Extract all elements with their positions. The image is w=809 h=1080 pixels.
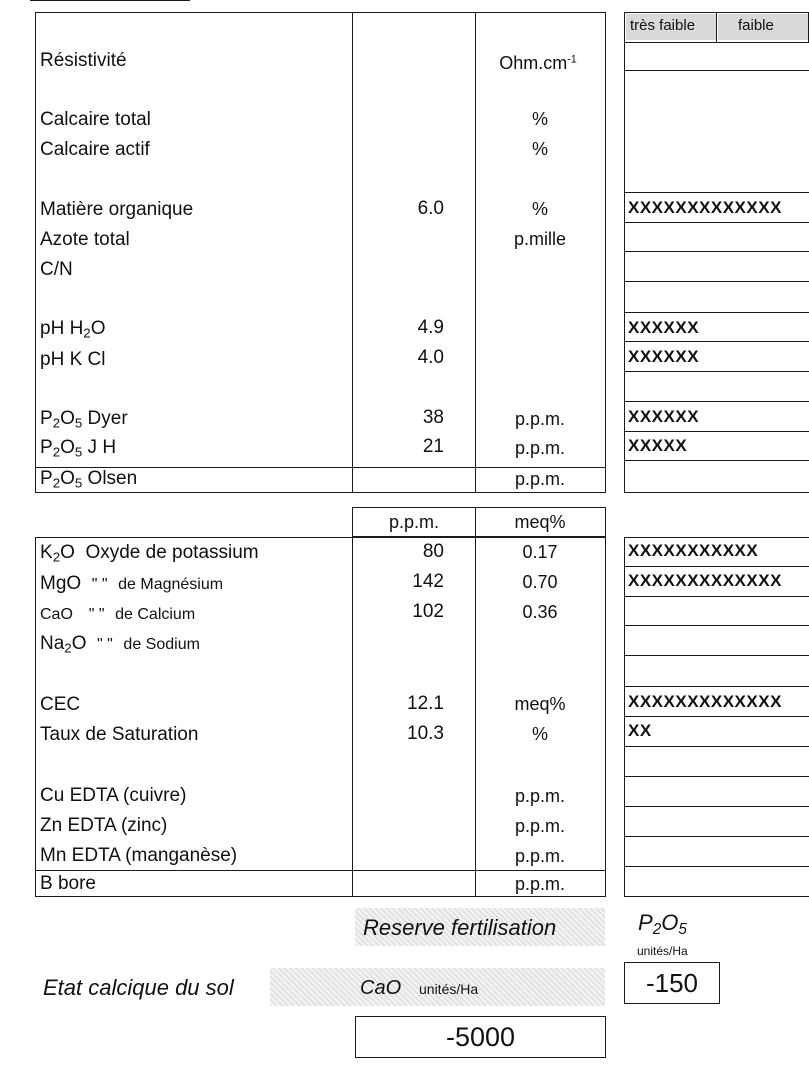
row-divider	[624, 281, 809, 282]
row-divider	[624, 431, 809, 432]
bar-taux-saturation: XX	[628, 721, 652, 740]
value-mgo-ppm: 142	[412, 571, 444, 592]
label-cec: CEC	[40, 694, 81, 715]
bar-p2o5-jh: XXXXX	[628, 436, 688, 455]
label-k2o: $K_2O$ Oxyde de potassium	[40, 542, 259, 565]
unit-p2o5-jh: p.p.m.	[514, 438, 566, 458]
col-divider	[716, 12, 717, 42]
label-calcaire-total: Calcaire total	[40, 109, 151, 130]
value-p2o5-dyer: 38	[422, 407, 444, 428]
scale-header-faible: faible	[718, 14, 808, 40]
unit-p2o5-olsen: p.p.m.	[514, 469, 566, 489]
unit-azote-total: p.mille	[513, 229, 566, 249]
label-cao-footer: CaO	[360, 977, 402, 999]
row-divider	[624, 866, 809, 867]
label-azote-total: Azote total	[40, 229, 130, 250]
value-k2o-ppm: 80	[422, 541, 444, 562]
value-cao-meq: 0.36	[522, 602, 558, 622]
unit-bore: p.p.m.	[514, 874, 566, 894]
unit-mn-edta: p.p.m.	[514, 846, 566, 866]
unit-calcaire-actif: %	[531, 139, 548, 159]
label-c-n: C/N	[40, 259, 73, 280]
value-cec: 12.1	[407, 693, 444, 714]
row-divider	[624, 341, 809, 342]
row-divider	[624, 42, 809, 43]
value-p2o5-jh: 21	[422, 436, 444, 457]
row-divider	[35, 870, 606, 871]
label-p2o5-footer: $P_2O_5$	[638, 910, 687, 938]
col-divider	[475, 507, 476, 537]
value-p2o5-reserve: -150	[645, 968, 699, 998]
row-divider	[624, 655, 809, 656]
header-ppm: p.p.m.	[388, 512, 440, 532]
value-cao: -5000	[445, 1022, 516, 1052]
label-ph-kcl: pH K Cl	[40, 349, 106, 370]
label-cu-edta: Cu EDTA (cuivre)	[40, 785, 187, 806]
bar-mgo: XXXXXXXXXXXXX	[628, 571, 782, 590]
label-p2o5-olsen: $P_2O_5$ Olsen	[40, 468, 138, 491]
unit-zn-edta: p.p.m.	[514, 816, 566, 836]
row-divider	[624, 806, 809, 807]
label-calcaire-actif: Calcaire actif	[40, 139, 150, 160]
row-divider	[624, 70, 809, 71]
label-units-ha-cao: unités/Ha	[419, 981, 479, 997]
row-divider	[624, 776, 809, 777]
bar-matiere-organique: XXXXXXXXXXXXX	[628, 198, 782, 217]
label-mn-edta: Mn EDTA (manganèse)	[40, 845, 238, 866]
unit-cec: meq%	[514, 694, 566, 714]
top-rule	[30, 0, 190, 1]
cation-scale-table	[624, 537, 809, 897]
value-ph-kcl: 4.0	[417, 347, 444, 368]
row-divider	[624, 746, 809, 747]
col-divider	[352, 537, 353, 897]
value-ph-h2o: 4.9	[417, 317, 444, 338]
label-mgo: MgO " " de Magnésium	[40, 573, 224, 594]
header-meq: meq%	[514, 512, 566, 532]
bar-ph-h2o: XXXXXX	[628, 318, 700, 337]
label-p2o5-dyer: $P_2O_5$ Dyer	[40, 408, 128, 431]
row-divider	[624, 401, 809, 402]
row-divider	[624, 716, 809, 717]
label-p2o5-jh: $P_2O_5$ J H	[40, 437, 117, 460]
row-divider	[624, 222, 809, 223]
label-na2o: $Na_2O$ " " de Sodium	[40, 633, 200, 656]
bar-ph-kcl: XXXXXX	[628, 347, 700, 366]
row-divider	[624, 836, 809, 837]
col-divider	[475, 12, 476, 493]
label-units-ha-p2o5: unités/Ha	[637, 944, 688, 958]
row-divider	[624, 192, 809, 193]
label-taux-saturation: Taux de Saturation	[40, 724, 199, 745]
label-reserve-fertilisation: Reserve fertilisation	[363, 915, 557, 940]
col-divider	[352, 12, 353, 493]
value-mgo-meq: 0.70	[522, 572, 558, 592]
scale-header-tres-faible: très faible	[626, 14, 716, 40]
row-divider	[624, 251, 809, 252]
label-ph-h2o: pH $H_2O$	[40, 318, 106, 341]
unit-matiere-organique: %	[531, 199, 548, 219]
unit-cu-edta: p.p.m.	[514, 786, 566, 806]
bar-cec: XXXXXXXXXXXXX	[628, 692, 782, 711]
value-matiere-organique: 6.0	[417, 198, 444, 219]
label-etat-calcique: Etat calcique du sol	[43, 975, 234, 1000]
unit-taux-saturation: %	[531, 724, 548, 744]
row-divider	[624, 686, 809, 687]
label-resistivite: Résistivité	[40, 50, 127, 71]
row-divider	[624, 371, 809, 372]
row-divider	[624, 312, 809, 313]
row-divider	[624, 566, 809, 567]
unit-calcaire-total: %	[531, 109, 548, 129]
label-bore: B bore	[40, 873, 96, 894]
value-k2o-meq: 0.17	[522, 542, 558, 562]
bar-k2o: XXXXXXXXXXX	[628, 541, 759, 560]
bar-p2o5-dyer: XXXXXX	[628, 407, 700, 426]
row-divider	[624, 460, 809, 461]
row-divider	[624, 625, 809, 626]
label-matiere-organique: Matière organique	[40, 199, 194, 220]
value-cao-ppm: 102	[412, 601, 444, 622]
col-divider	[475, 537, 476, 897]
unit-resistivite: $Ohm.cm^{-1}$	[499, 53, 577, 73]
value-taux-saturation: 10.3	[407, 723, 444, 744]
label-cao: CaO " " de Calcium	[40, 606, 196, 623]
label-zn-edta: Zn EDTA (zinc)	[40, 815, 168, 836]
unit-p2o5-dyer: p.p.m.	[514, 409, 566, 429]
row-divider	[624, 596, 809, 597]
